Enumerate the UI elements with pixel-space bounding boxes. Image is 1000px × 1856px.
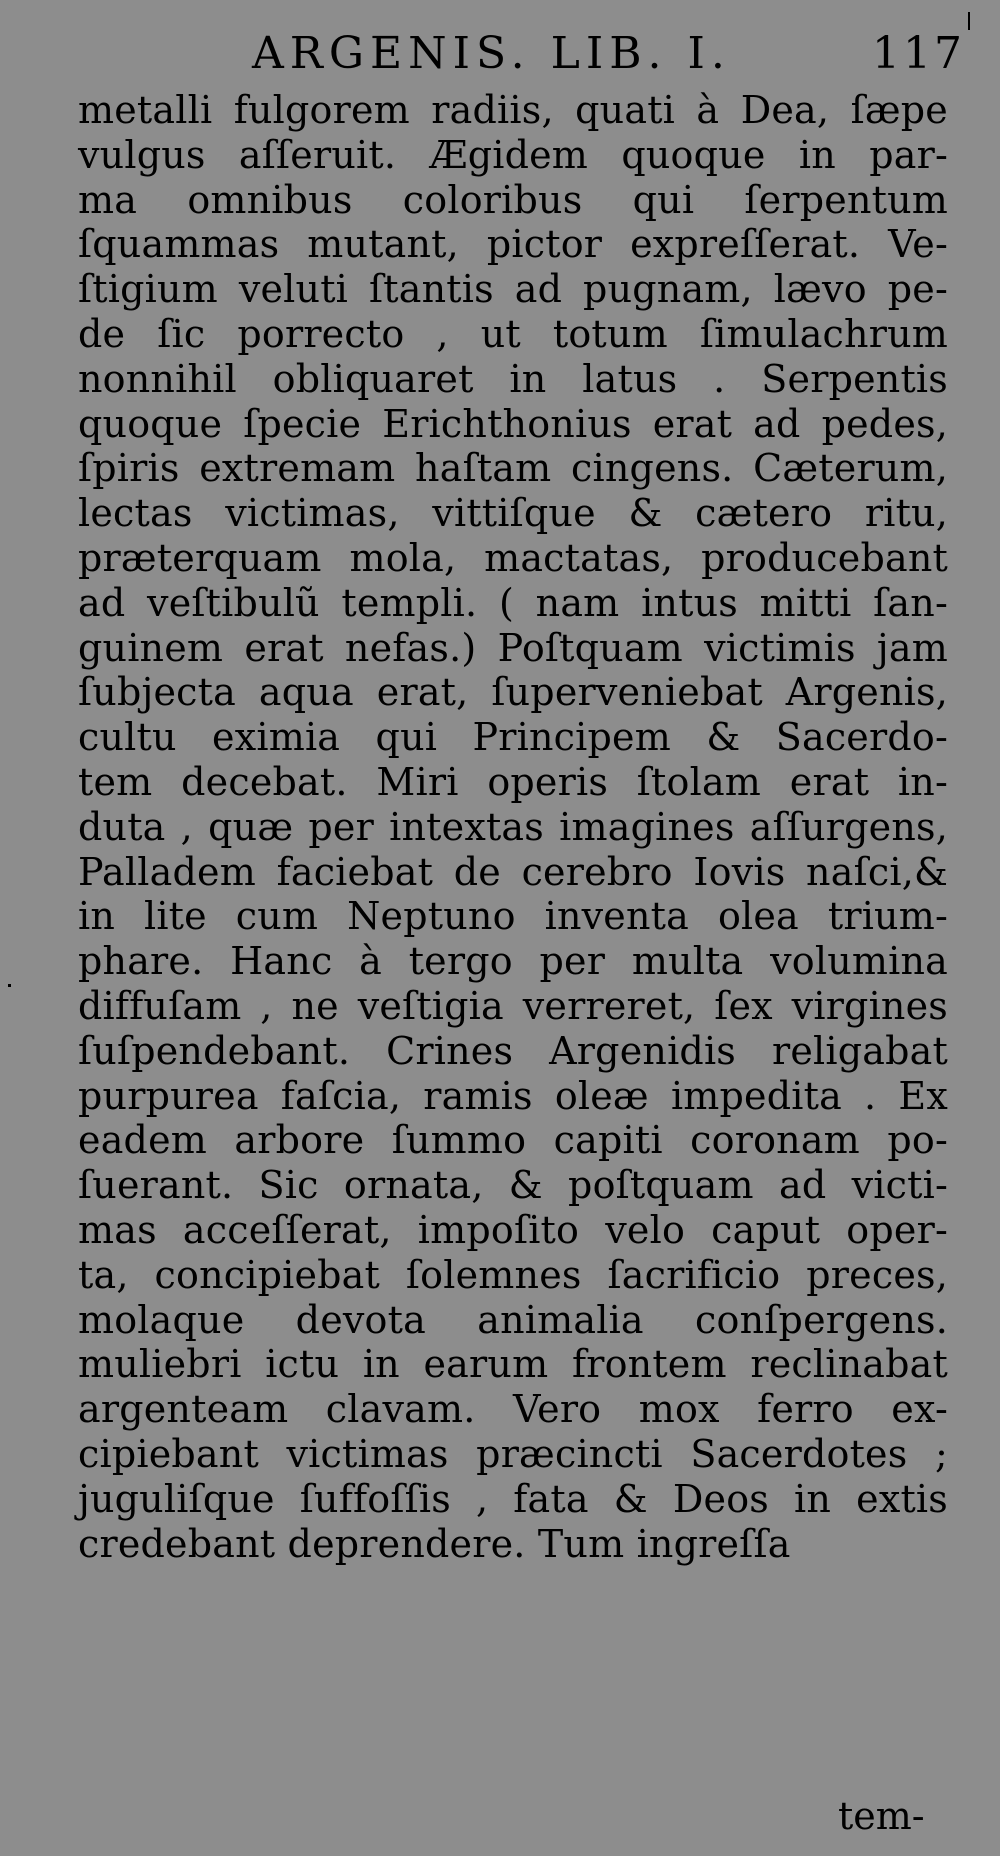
page-number: 117 [872,28,965,79]
running-title: ARGENIS. LIB. I. [252,28,731,79]
text-line: molaque devota animalia conſpergens. [78,1297,948,1342]
text-line: guinem erat nefas.) Poſtquam victimis jam [78,625,948,670]
text-line: cipiebant victimas præcincti Sacerdotes ; [78,1431,948,1476]
text-line: credebant deprendere. Tum ingreſſa [78,1521,791,1566]
text-line: mas acceſſerat, impoſito velo caput oper- [78,1207,948,1252]
text-line: purpurea faſcia, ramis oleæ impedita . Ex [78,1073,948,1118]
text-line: quoque ſpecie Erichthonius erat ad pedes, [78,401,948,446]
text-line: ma omnibus coloribus qui ſerpentum [78,177,948,222]
text-line: duta , quæ per intextas imagines aſſurgens, [78,804,948,849]
ink-speck [968,12,970,30]
text-line: eadem arbore ſummo capiti coronam po- [78,1118,948,1163]
text-line: ſquammas mutant, pictor expreſſerat. Ve- [78,222,948,267]
text-line: nonnihil obliquaret in latus . Serpentis [78,356,948,401]
text-line: ſuerant. Sic ornata, & poſtquam ad victi- [78,1163,948,1208]
text-line: argenteam clavam. Vero mox ferro ex- [78,1387,948,1432]
text-line: vulgus aſſeruit. Ægidem quoque in par- [78,132,948,177]
text-line: cultu eximia qui Principem & Sacerdo- [78,715,948,760]
text-line: tem decebat. Miri operis ſtolam erat in- [78,759,948,804]
body-text [78,88,948,1566]
text-line: ad veſtibulũ templi. ( nam intus mitti ſan- [78,580,948,625]
text-line: ſpiris extremam haſtam cingens. Cæterum, [78,446,948,491]
text-line: phare. Hanc à tergo per multa volumina [78,939,948,984]
text-line: in lite cum Neptuno inventa olea trium- [78,894,948,939]
text-line: metalli fulgorem radiis, quati à Dea, ſæpe [78,88,948,132]
text-line: de ſic porrecto , ut totum ſimulachrum [78,311,948,356]
text-line: ſubjecta aqua erat, ſuperveniebat Argenis, [78,670,948,715]
text-line: lectas victimas, vittiſque & cætero ritu, [78,491,948,536]
text-line: muliebri ictu in earum frontem reclinabat [78,1342,948,1387]
text-line: præterquam mola, mactatas, producebant [78,535,948,580]
text-line: juguliſque ſuffoſſis , fata & Deos in extis [78,1476,948,1521]
text-line: ſuſpendebant. Crines Argenidis religabat [78,1028,948,1073]
page-header [252,24,965,84]
ink-speck [8,984,11,987]
text-line: diffuſam , ne veſtigia verreret, ſex virgines [78,983,948,1028]
text-line: ta, concipiebat ſolemnes ſacrificio preces, [78,1252,948,1297]
text-line: ſtigium veluti ſtantis ad pugnam, lævo pe- [78,267,948,312]
text-line: Palladem faciebat de cerebro Iovis naſci,& [78,849,948,894]
catchword: tem- [838,1794,925,1838]
